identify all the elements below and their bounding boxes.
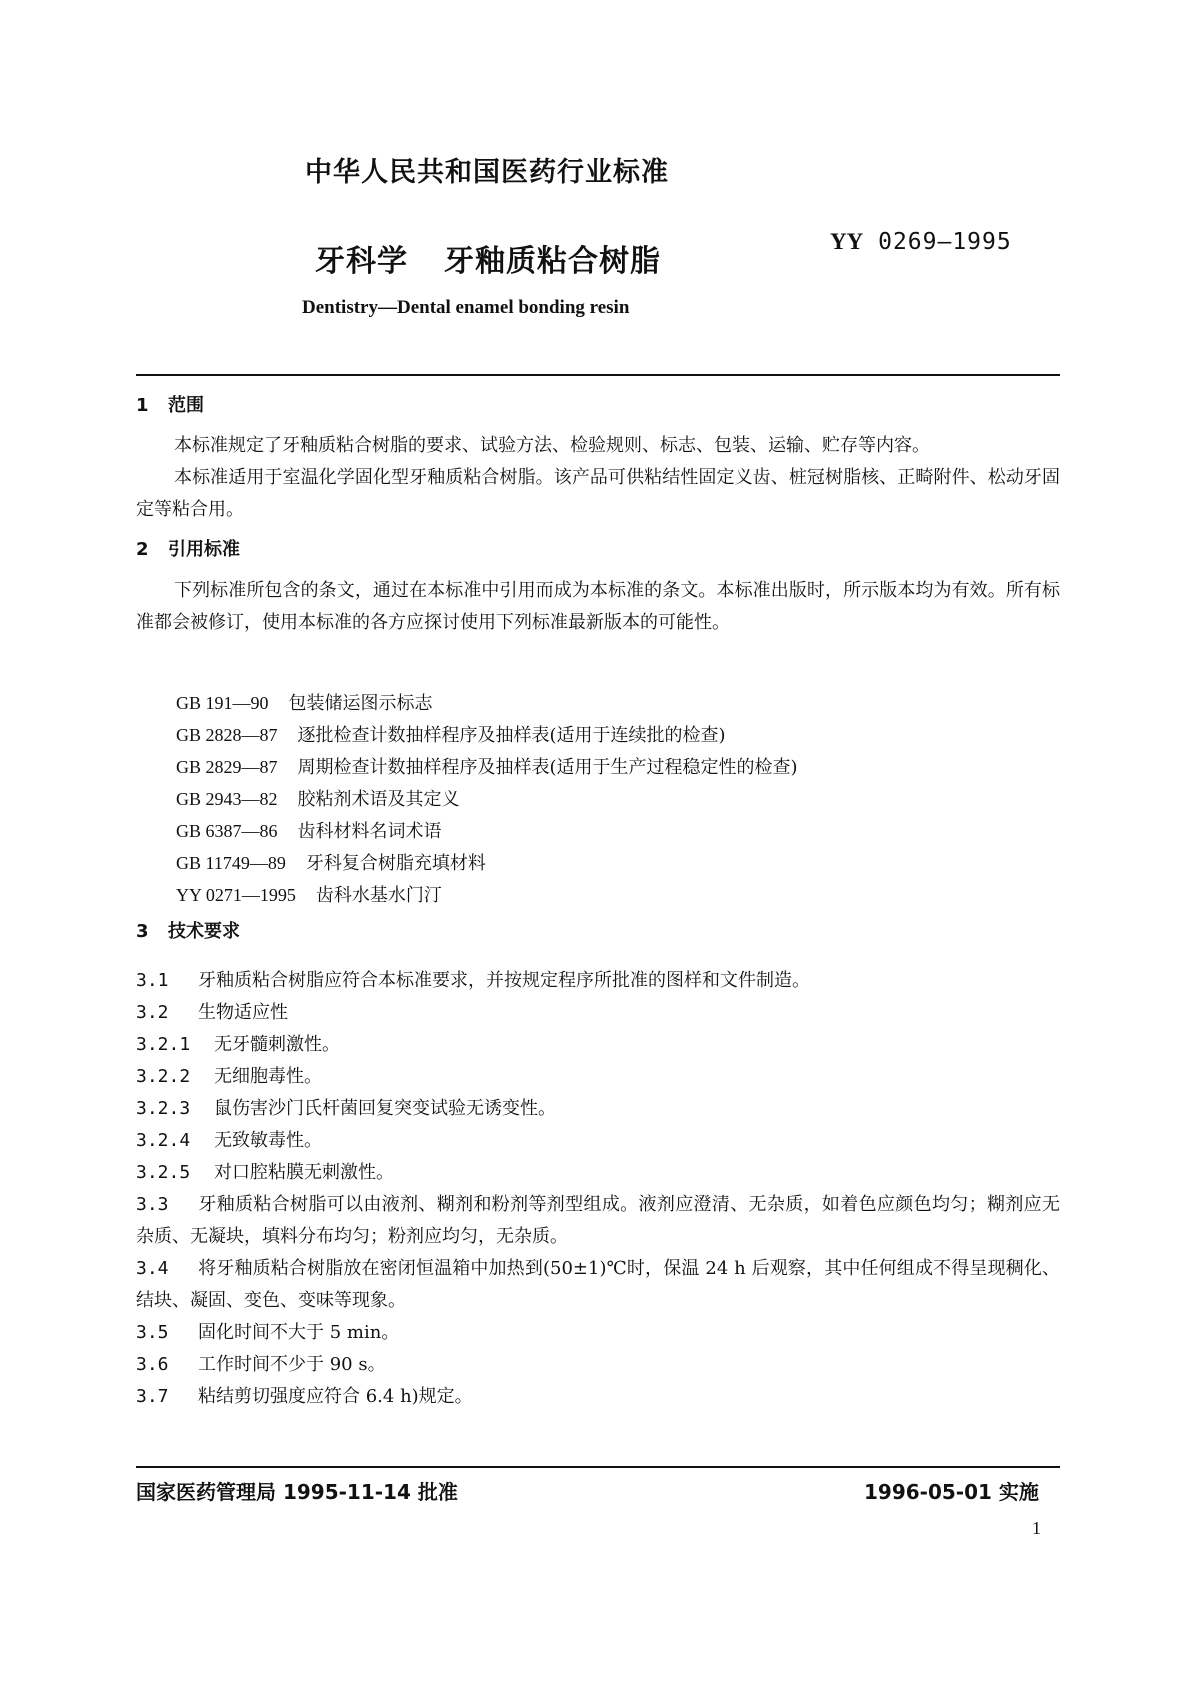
clause-text: 无细胞毒性。	[214, 1066, 322, 1087]
clause-text: 牙釉质粘合树脂应符合本标准要求，并按规定程序所批准的图样和文件制造。	[198, 970, 810, 991]
reference-code: GB 2943—82	[176, 789, 278, 809]
list-item	[176, 847, 798, 879]
approval-statement: 国家医药管理局 1995-11-14 批准	[136, 1480, 458, 1504]
clause-3-5	[136, 1317, 1060, 1349]
referenced-standards-list	[176, 687, 798, 911]
reference-name: 齿科材料名词术语	[297, 821, 442, 842]
reference-name: 包装储运图示标志	[288, 693, 433, 714]
implementation-date: 1996-05-01 实施	[864, 1480, 1039, 1504]
list-item	[176, 815, 798, 847]
clause-3-2-4	[136, 1125, 1060, 1157]
reference-code: GB 11749—89	[176, 853, 286, 873]
section-number: 3	[136, 921, 149, 942]
clause-3-2-1	[136, 1029, 1060, 1061]
clause-text: 粘结剪切强度应符合 6.4 h)规定。	[198, 1386, 473, 1407]
clause-number: 3.7	[136, 1386, 169, 1407]
section-title: 范围	[168, 395, 204, 416]
reference-code: GB 2828—87	[176, 725, 278, 745]
clause-3-2	[136, 997, 1060, 1029]
clause-number: 3.3	[136, 1194, 169, 1215]
clause-text: 工作时间不少于 90 s。	[198, 1354, 386, 1375]
clause-3-4	[136, 1253, 1060, 1317]
list-item	[176, 783, 798, 815]
clause-number: 3.2.2	[136, 1066, 191, 1087]
reference-name: 周期检查计数抽样程序及抽样表(适用于生产过程稳定性的检查)	[297, 757, 798, 778]
clause-text: 无致敏毒性。	[214, 1130, 322, 1151]
clause-text: 固化时间不大于 5 min。	[198, 1322, 400, 1343]
section-1-heading	[136, 391, 204, 417]
reference-code: YY 0271—1995	[176, 885, 296, 905]
footer-divider	[136, 1466, 1060, 1468]
clause-number: 3.2	[136, 1002, 169, 1023]
section-1-paragraph-1: 本标准规定了牙釉质粘合树脂的要求、试验方法、检验规则、标志、包装、运输、贮存等内容。	[174, 435, 930, 456]
list-item	[176, 879, 798, 911]
reference-name: 胶粘剂术语及其定义	[297, 789, 460, 810]
issuing-authority-heading: 中华人民共和国医药行业标准	[305, 157, 669, 188]
section-number: 2	[136, 539, 149, 560]
clause-text: 生物适应性	[198, 1002, 288, 1023]
clause-number: 3.6	[136, 1354, 169, 1375]
header-divider	[136, 374, 1060, 376]
clause-number: 3.4	[136, 1258, 169, 1279]
section-2-paragraph: 下列标准所包含的条文，通过在本标准中引用而成为本标准的条文。本标准出版时，所示版本均为有效。所有标准都会被修订，使用本标准的各方应探讨使用下列标准最新版本的可能性。	[136, 580, 1060, 633]
title-part-bonding-resin: 牙釉质粘合树脂	[444, 244, 661, 279]
clause-3-7	[136, 1381, 1060, 1413]
reference-name: 逐批检查计数抽样程序及抽样表(适用于连续批的检查)	[297, 725, 726, 746]
clause-3-3	[136, 1189, 1060, 1253]
clause-3-1	[136, 965, 1060, 997]
page-number: 1	[1032, 1518, 1041, 1538]
reference-code: GB 6387—86	[176, 821, 278, 841]
clause-text: 牙釉质粘合树脂可以由液剂、糊剂和粉剂等剂型组成。液剂应澄清、无杂质，如着色应颜色均匀；糊剂应无杂质、无凝块，填料分布均匀；粉剂应均匀，无杂质。	[136, 1194, 1060, 1247]
clause-number: 3.5	[136, 1322, 169, 1343]
clause-text: 将牙釉质粘合树脂放在密闭恒温箱中加热到(50±1)℃时，保温 24 h 后观察，其中任何组成不得呈现稠化、结块、凝固、变色、变味等现象。	[136, 1258, 1060, 1311]
technical-requirements-clauses	[136, 965, 1060, 1413]
reference-name: 齿科水基水门汀	[315, 885, 442, 906]
document-title-chinese	[315, 236, 661, 280]
list-item	[176, 687, 798, 719]
section-1-paragraph-2: 本标准适用于室温化学固化型牙釉质粘合树脂。该产品可供粘结性固定义齿、桩冠树脂核、正畸附件、松动牙固定等粘合用。	[136, 467, 1060, 520]
clause-3-2-5	[136, 1157, 1060, 1189]
clause-text: 鼠伤害沙门氏杆菌回复突变试验无诱变性。	[214, 1098, 556, 1119]
clause-number: 3.2.3	[136, 1098, 191, 1119]
reference-code: GB 2829—87	[176, 757, 278, 777]
clause-3-2-3	[136, 1093, 1060, 1125]
section-number: 1	[136, 395, 149, 416]
section-2-heading	[136, 535, 240, 561]
reference-name: 牙科复合树脂充填材料	[305, 853, 486, 874]
clause-text: 对口腔粘膜无刺激性。	[214, 1162, 394, 1183]
standard-prefix: YY	[830, 229, 864, 254]
clause-3-2-2	[136, 1061, 1060, 1093]
clause-number: 3.1	[136, 970, 169, 991]
document-title-english: Dentistry—Dental enamel bonding resin	[302, 297, 630, 318]
clause-number: 3.2.4	[136, 1130, 191, 1151]
list-item	[176, 751, 798, 783]
standard-number: 0269—1995	[878, 229, 1012, 255]
title-part-dentistry: 牙科学	[315, 244, 408, 279]
clause-number: 3.2.5	[136, 1162, 191, 1183]
clause-3-6	[136, 1349, 1060, 1381]
reference-code: GB 191—90	[176, 693, 269, 713]
clause-number: 3.2.1	[136, 1034, 191, 1055]
section-title: 引用标准	[168, 539, 240, 560]
section-3-heading	[136, 917, 240, 943]
list-item	[176, 719, 798, 751]
standard-code	[830, 229, 1012, 255]
section-title: 技术要求	[168, 921, 240, 942]
clause-text: 无牙髓刺激性。	[214, 1034, 340, 1055]
